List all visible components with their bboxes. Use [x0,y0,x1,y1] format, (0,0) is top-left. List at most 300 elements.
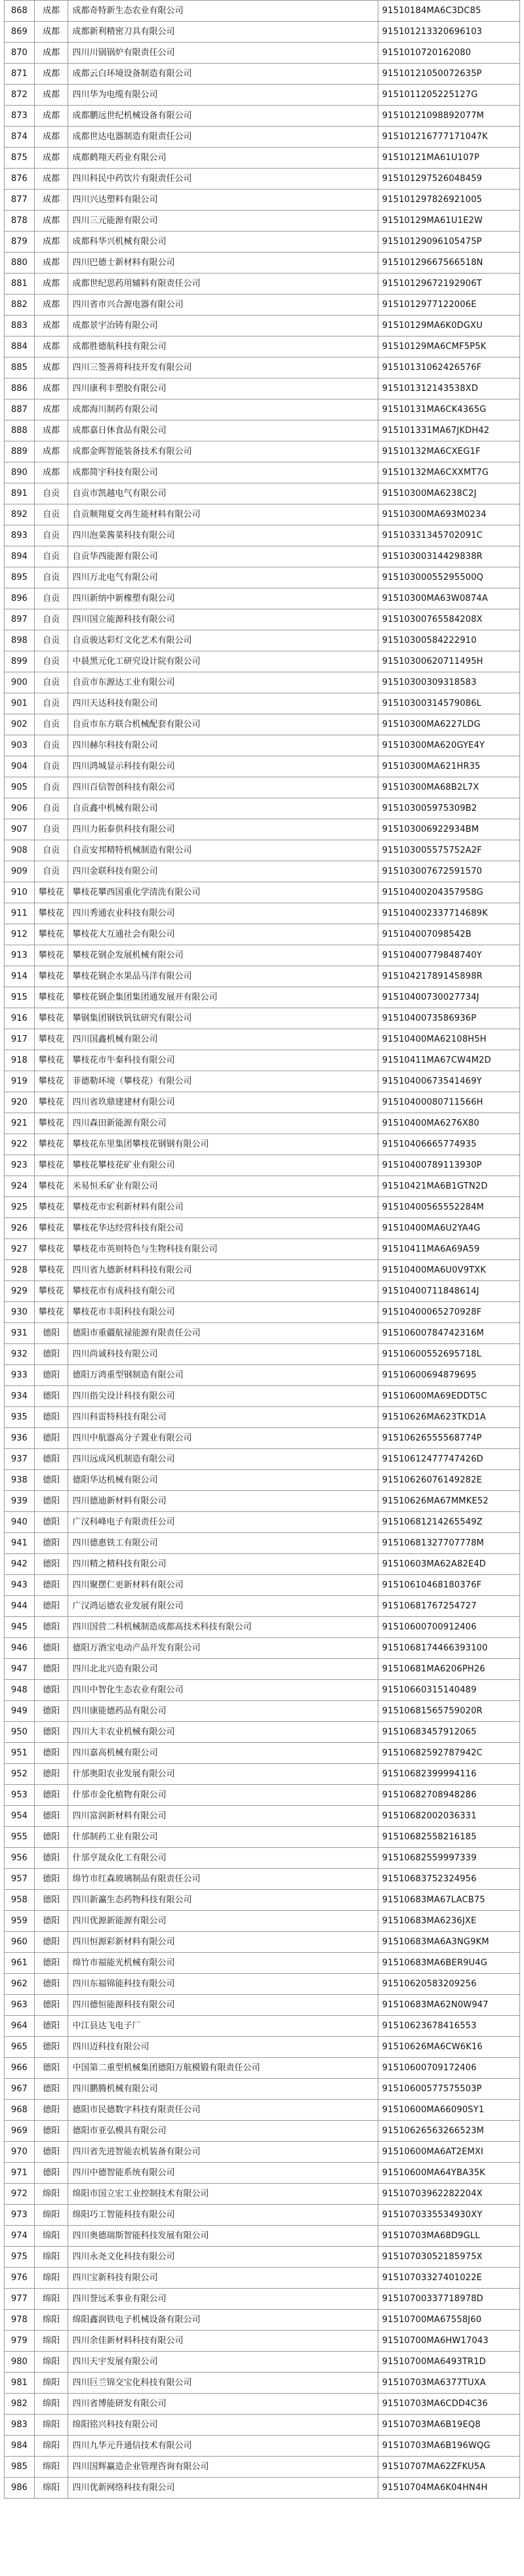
company-name: 绵阳铭兴科技有限公司 [68,2415,378,2436]
row-number: 982 [5,2394,35,2415]
company-name: 四川富润新材料有限公司 [68,1806,378,1827]
city-name: 德阳 [34,1764,68,1785]
city-name: 自贡 [34,861,68,882]
city-name: 绵阳 [34,2415,68,2436]
city-name: 绵阳 [34,2457,68,2478]
row-number: 961 [5,1953,35,1974]
credit-code: 91510681327707778M [378,1533,519,1554]
row-number: 922 [5,1134,35,1155]
row-number: 955 [5,1827,35,1848]
table-row [5,1827,520,1848]
row-number: 979 [5,2331,35,2352]
city-name: 德阳 [34,1428,68,1449]
credit-code: 91510682559997339 [378,1848,519,1869]
table-row [5,148,520,169]
table-row [5,274,520,295]
company-name: 四川新纳中新橡塑有限公司 [68,588,378,609]
table-row [5,64,520,85]
credit-code: 91510300309318583 [378,672,519,693]
city-name: 自贡 [34,609,68,630]
row-number: 927 [5,1239,35,1260]
row-number: 959 [5,1911,35,1932]
company-name: 四川优源新能源有限公司 [68,1911,378,1932]
company-name: 四川森田新能源有限公司 [68,1113,378,1134]
company-name: 四川迈科技有限公司 [68,2037,378,2058]
table-row [5,169,520,190]
row-number: 963 [5,1995,35,2016]
table-row [5,1281,520,1302]
row-number: 953 [5,1785,35,1806]
table-row [5,1113,520,1134]
company-name: 四川德恒能源科技有限公司 [68,1995,378,2016]
row-number: 930 [5,1302,35,1323]
table-row [5,1890,520,1911]
company-name: 四川省市兴合源电器有限公司 [68,295,378,316]
city-name: 成都 [34,253,68,274]
row-number: 965 [5,2037,35,2058]
row-number: 892 [5,504,35,525]
company-name: 攀枝花市有成科技有限公司 [68,1281,378,1302]
table-row [5,756,520,777]
row-number: 970 [5,2142,35,2163]
table-row [5,945,520,966]
row-number: 870 [5,43,35,64]
city-name: 自贡 [34,756,68,777]
city-name: 德阳 [34,1995,68,2016]
credit-code: 91510681214265549Z [378,1512,519,1533]
company-name: 自贡骏达彩灯文化艺术有限公司 [68,630,378,651]
credit-code: 91510300MA6238C2J [378,483,519,504]
city-name: 绵阳 [34,2247,68,2268]
credit-code: 91510683457912065 [378,1722,519,1743]
credit-code: 91510683752324956 [378,1869,519,1890]
company-name: 绵阳市国立宏工业控制技术有限公司 [68,2184,378,2205]
row-number: 968 [5,2100,35,2121]
credit-code: 915101297826921005 [378,190,519,211]
company-name: 四川华为电缆有限公司 [68,85,378,106]
company-name: 四川指尖设计科技有限公司 [68,1386,378,1407]
company-name: 四川百信智创科技有限公司 [68,777,378,798]
row-number: 886 [5,378,35,399]
row-number: 909 [5,861,35,882]
credit-code: 9151011205225127G [378,85,519,106]
city-name: 攀枝花 [34,945,68,966]
credit-code: 91510300MA620GYE4Y [378,735,519,756]
row-number: 881 [5,274,35,295]
city-name: 自贡 [34,588,68,609]
table-row [5,441,520,462]
city-name: 自贡 [34,567,68,588]
company-name: 菲德勒环境（攀枝花）有限公司 [68,1071,378,1092]
city-name: 绵阳 [34,2310,68,2331]
row-number: 882 [5,295,35,316]
company-name: 什邡市金化植物有限公司 [68,1785,378,1806]
row-number: 981 [5,2373,35,2394]
row-number: 880 [5,253,35,274]
credit-code: 91510703052185975X [378,2247,519,2268]
row-number: 906 [5,798,35,819]
company-name: 广汉鸿运德农业发展有限公司 [68,1596,378,1617]
city-name: 成都 [34,64,68,85]
table-row [5,1806,520,1827]
row-number: 895 [5,567,35,588]
city-name: 德阳 [34,1491,68,1512]
city-name: 自贡 [34,714,68,735]
credit-code: 91510703MA6377TUXA [378,2373,519,2394]
table-row [5,211,520,232]
city-name: 攀枝花 [34,1155,68,1176]
credit-code: 91510400565552284M [378,1197,519,1218]
table-row [5,1974,520,1995]
row-number: 901 [5,693,35,714]
company-name: 德阳市民德数字科技有限责任公司 [68,2100,378,2121]
company-name: 成都科华兴机械有限公司 [68,232,378,253]
table-row [5,295,520,316]
table-row [5,2310,520,2331]
company-name: 什邡制药工业有限公司 [68,1827,378,1848]
row-number: 871 [5,64,35,85]
row-number: 877 [5,190,35,211]
credit-code: 9151040073586936P [378,1008,519,1029]
credit-code: 91510300620711495H [378,651,519,672]
city-name: 攀枝花 [34,966,68,987]
table-row [5,777,520,798]
city-name: 德阳 [34,1848,68,1869]
row-number: 900 [5,672,35,693]
table-row [5,1995,520,2016]
company-name: 成都金晖智能装备技术有限公司 [68,441,378,462]
city-name: 成都 [34,420,68,441]
company-name: 自贡鑫中机械有限公司 [68,798,378,819]
table-row [5,2121,520,2142]
company-name: 四川九华元升通信技术有限公司 [68,2436,378,2457]
company-name: 成都嘉日休食品有限公司 [68,420,378,441]
city-name: 德阳 [34,1659,68,1680]
credit-code: 91510300MA621HR35 [378,756,519,777]
city-name: 攀枝花 [34,1071,68,1092]
row-number: 896 [5,588,35,609]
credit-code: 91510600552695718L [378,1344,519,1365]
company-name: 四川省九德新材料科技有限公司 [68,1260,378,1281]
table-row [5,2268,520,2289]
company-name: 自贡市凯越电气有限公司 [68,483,378,504]
city-name: 德阳 [34,1344,68,1365]
city-name: 攀枝花 [34,1239,68,1260]
table-row [5,1512,520,1533]
credit-code: 91510626563266523M [378,2121,519,2142]
table-row [5,651,520,672]
table-row [5,462,520,483]
company-name: 四川鹏腾机械有限公司 [68,2079,378,2100]
row-number: 908 [5,840,35,861]
credit-code: 91510681MA6206PH26 [378,1659,519,1680]
credit-code: 91510129667566518N [378,253,519,274]
credit-code: 915103005975309B2 [378,798,519,819]
table-row [5,1386,520,1407]
city-name: 成都 [34,127,68,148]
company-name: 四川鸿城显示科技有限公司 [68,756,378,777]
city-name: 成都 [34,148,68,169]
table-row [5,2079,520,2100]
table-row [5,1491,520,1512]
row-number: 913 [5,945,35,966]
table-row [5,1659,520,1680]
company-name: 四川泡菜酱菜科技有限公司 [68,525,378,546]
company-name: 四川三元能源有限公司 [68,211,378,232]
row-number: 874 [5,127,35,148]
company-name: 四川北北兴造有限公司 [68,1659,378,1680]
row-number: 934 [5,1386,35,1407]
table-row [5,1743,520,1764]
company-name: 攀枝花市丰阳科技有限公司 [68,1302,378,1323]
credit-code: 91510660315140489 [378,1680,519,1701]
city-name: 绵阳 [34,2352,68,2373]
city-name: 德阳 [34,1743,68,1764]
credit-code: 91510703MA6B196WQG [378,2436,519,2457]
credit-code: 91510700MA67558J60 [378,2310,519,2331]
table-row [5,861,520,882]
table-row [5,1953,520,1974]
credit-code: 91510400080711566H [378,1092,519,1113]
city-name: 自贡 [34,651,68,672]
company-name: 成都奇特新生态农业有限公司 [68,1,378,22]
city-name: 德阳 [34,2163,68,2184]
credit-code: 91510600700912406 [378,1617,519,1638]
credit-code: 91510612477747426D [378,1449,519,1470]
row-number: 936 [5,1428,35,1449]
table-row [5,1680,520,1701]
company-name: 四川省博能研发有限公司 [68,2394,378,2415]
credit-code: 91510704MA6K04HN4H [378,2478,519,2499]
row-number: 933 [5,1365,35,1386]
credit-code: 91510610468180376F [378,1575,519,1596]
credit-code: 91510683MA6A3NG9KM [378,1932,519,1953]
company-name: 四川德惠铁工有限公司 [68,1533,378,1554]
table-row [5,819,520,840]
city-name: 成都 [34,169,68,190]
city-name: 成都 [34,274,68,295]
company-name: 自贡华西能源有限公司 [68,546,378,567]
company-name: 攀枝花东里集团攀枝花钢钢有限公司 [68,1134,378,1155]
table-row [5,358,520,378]
credit-code: 91510703MA68D9GLL [378,2226,519,2247]
table-row [5,672,520,693]
table-row [5,735,520,756]
row-number: 972 [5,2184,35,2205]
company-name: 四川天达科技有限公司 [68,693,378,714]
credit-code: 91510400673541469Y [378,1071,519,1092]
city-name: 成都 [34,232,68,253]
credit-code: 915103005575752A2F [378,840,519,861]
company-name: 四川尚诚科技有限公司 [68,1344,378,1365]
city-name: 自贡 [34,546,68,567]
company-name: 四川嘉高机械有限公司 [68,1743,378,1764]
row-number: 872 [5,85,35,106]
company-name: 四川余佳新材料科技有限公司 [68,2331,378,2352]
credit-code: 91510300MA6227LDG [378,714,519,735]
table-row [5,1470,520,1491]
company-name: 四川永尧文化科技有限公司 [68,2247,378,2268]
table-row [5,1029,520,1050]
city-name: 攀枝花 [34,1113,68,1134]
city-name: 德阳 [34,1407,68,1428]
city-name: 自贡 [34,819,68,840]
credit-code: 91510703MA6CDD4C36 [378,2394,519,2415]
city-name: 自贡 [34,693,68,714]
table-row [5,525,520,546]
city-name: 攀枝花 [34,1197,68,1218]
company-name: 中国第二重型机械集团德阳万航模锻有限责任公司 [68,2058,378,2079]
city-name: 自贡 [34,630,68,651]
credit-code: 91510400MA6U2YA4G [378,1218,519,1239]
credit-code: 915104002337714689K [378,903,519,924]
city-name: 绵阳 [34,2331,68,2352]
company-name: 四川省先进智能农机装备有限公司 [68,2142,378,2163]
row-number: 976 [5,2268,35,2289]
city-name: 德阳 [34,1890,68,1911]
credit-code: 91510681565759020R [378,1701,519,1722]
company-name: 四川三签善将科技开发有限公司 [68,358,378,378]
row-number: 891 [5,483,35,504]
table-row [5,2226,520,2247]
table-row [5,253,520,274]
company-name: 四川德迪新材料有限公司 [68,1491,378,1512]
table-row [5,43,520,64]
credit-code: 91510600577575503P [378,2079,519,2100]
city-name: 成都 [34,106,68,127]
row-number: 962 [5,1974,35,1995]
credit-code: 91510121098892077M [378,106,519,127]
company-name: 四川远成风机制造有限公司 [68,1449,378,1470]
company-name: 四川科民中药饮片有限责任公司 [68,169,378,190]
row-number: 944 [5,1596,35,1617]
table-row [5,1533,520,1554]
company-name: 绵阳鑫润铁电子机械设备有限公司 [68,2310,378,2331]
row-number: 977 [5,2289,35,2310]
row-number: 971 [5,2163,35,2184]
city-name: 自贡 [34,798,68,819]
table-row [5,1869,520,1890]
city-name: 攀枝花 [34,1008,68,1029]
credit-code: 915101216777171047K [378,127,519,148]
table-row [5,1932,520,1953]
row-number: 928 [5,1260,35,1281]
table-row [5,1596,520,1617]
row-number: 915 [5,987,35,1008]
company-name: 攀枝花钢企发展机械有限公司 [68,945,378,966]
city-name: 自贡 [34,504,68,525]
credit-code: 91510300MA68B2L7X [378,777,519,798]
company-name: 四川大丰农业机械有限公司 [68,1722,378,1743]
city-name: 德阳 [34,1512,68,1533]
table-row [5,1071,520,1092]
company-name: 四川康能德药品有限公司 [68,1701,378,1722]
city-name: 德阳 [34,1953,68,1974]
table-row [5,1,520,22]
credit-code: 91510411MA67CW4M2D [378,1050,519,1071]
city-name: 德阳 [34,1680,68,1701]
row-number: 942 [5,1554,35,1575]
credit-code: 91510131062426576F [378,358,519,378]
table-row [5,987,520,1008]
credit-code: 91510683MA67LACB75 [378,1890,519,1911]
row-number: 876 [5,169,35,190]
city-name: 攀枝花 [34,1029,68,1050]
table-row [5,714,520,735]
row-number: 920 [5,1092,35,1113]
credit-code: 91510131MA6CK4365G [378,399,519,420]
credit-code: 91510400204357958G [378,882,519,903]
company-name: 成都鹏远世纪机械设备有限公司 [68,106,378,127]
city-name: 绵阳 [34,2394,68,2415]
table-row [5,316,520,337]
credit-code: 91510700337718978D [378,2289,519,2310]
row-number: 969 [5,2121,35,2142]
city-name: 绵阳 [34,2184,68,2205]
credit-code: 91510400MA62108H5H [378,1029,519,1050]
city-name: 绵阳 [34,2226,68,2247]
city-name: 德阳 [34,2058,68,2079]
credit-code: 91510400789113930P [378,1155,519,1176]
city-name: 成都 [34,337,68,358]
credit-code: 915101312143538XD [378,378,519,399]
credit-code: 91510129MA61U1E2W [378,211,519,232]
credit-code: 91510700MA6493TR1D [378,2352,519,2373]
row-number: 869 [5,22,35,43]
credit-code: 91510682558216185 [378,1827,519,1848]
credit-code: 91510683MA6236JXE [378,1911,519,1932]
company-name: 四川国辉赢造企业管理咨询有限公司 [68,2457,378,2478]
city-name: 攀枝花 [34,1281,68,1302]
table-row [5,693,520,714]
row-number: 975 [5,2247,35,2268]
credit-code: 91510682002036331 [378,1806,519,1827]
city-name: 德阳 [34,1701,68,1722]
credit-code: 91510682592787942C [378,1743,519,1764]
company-name: 绵阳巧工智能科技有限公司 [68,2205,378,2226]
table-row [5,2163,520,2184]
company-name: 攀枝花钢企集团集团通发展开有限公司 [68,987,378,1008]
table-row [5,504,520,525]
company-name: 米易恒禾矿业有限公司 [68,1176,378,1197]
table-row [5,106,520,127]
table-row [5,1554,520,1575]
table-row [5,2394,520,2415]
company-name: 四川天宇发展有限公司 [68,2352,378,2373]
row-number: 905 [5,777,35,798]
table-row [5,567,520,588]
row-number: 949 [5,1701,35,1722]
city-name: 德阳 [34,2121,68,2142]
city-name: 成都 [34,22,68,43]
table-row [5,798,520,819]
row-number: 904 [5,756,35,777]
credit-code: 91510300765584208X [378,609,519,630]
credit-code: 91510400065270928F [378,1302,519,1323]
credit-code: 91510703327401022E [378,2268,519,2289]
company-name: 四川聚摆仁更新材料有限公司 [68,1575,378,1596]
city-name: 绵阳 [34,2205,68,2226]
city-name: 德阳 [34,1869,68,1890]
credit-code: 91510129672192906T [378,274,519,295]
credit-code: 91510331345702091C [378,525,519,546]
table-row [5,903,520,924]
table-row [5,588,520,609]
table-row [5,1092,520,1113]
company-name: 成都世达电器制造有限责任公司 [68,127,378,148]
row-number: 941 [5,1533,35,1554]
table-row [5,2100,520,2121]
